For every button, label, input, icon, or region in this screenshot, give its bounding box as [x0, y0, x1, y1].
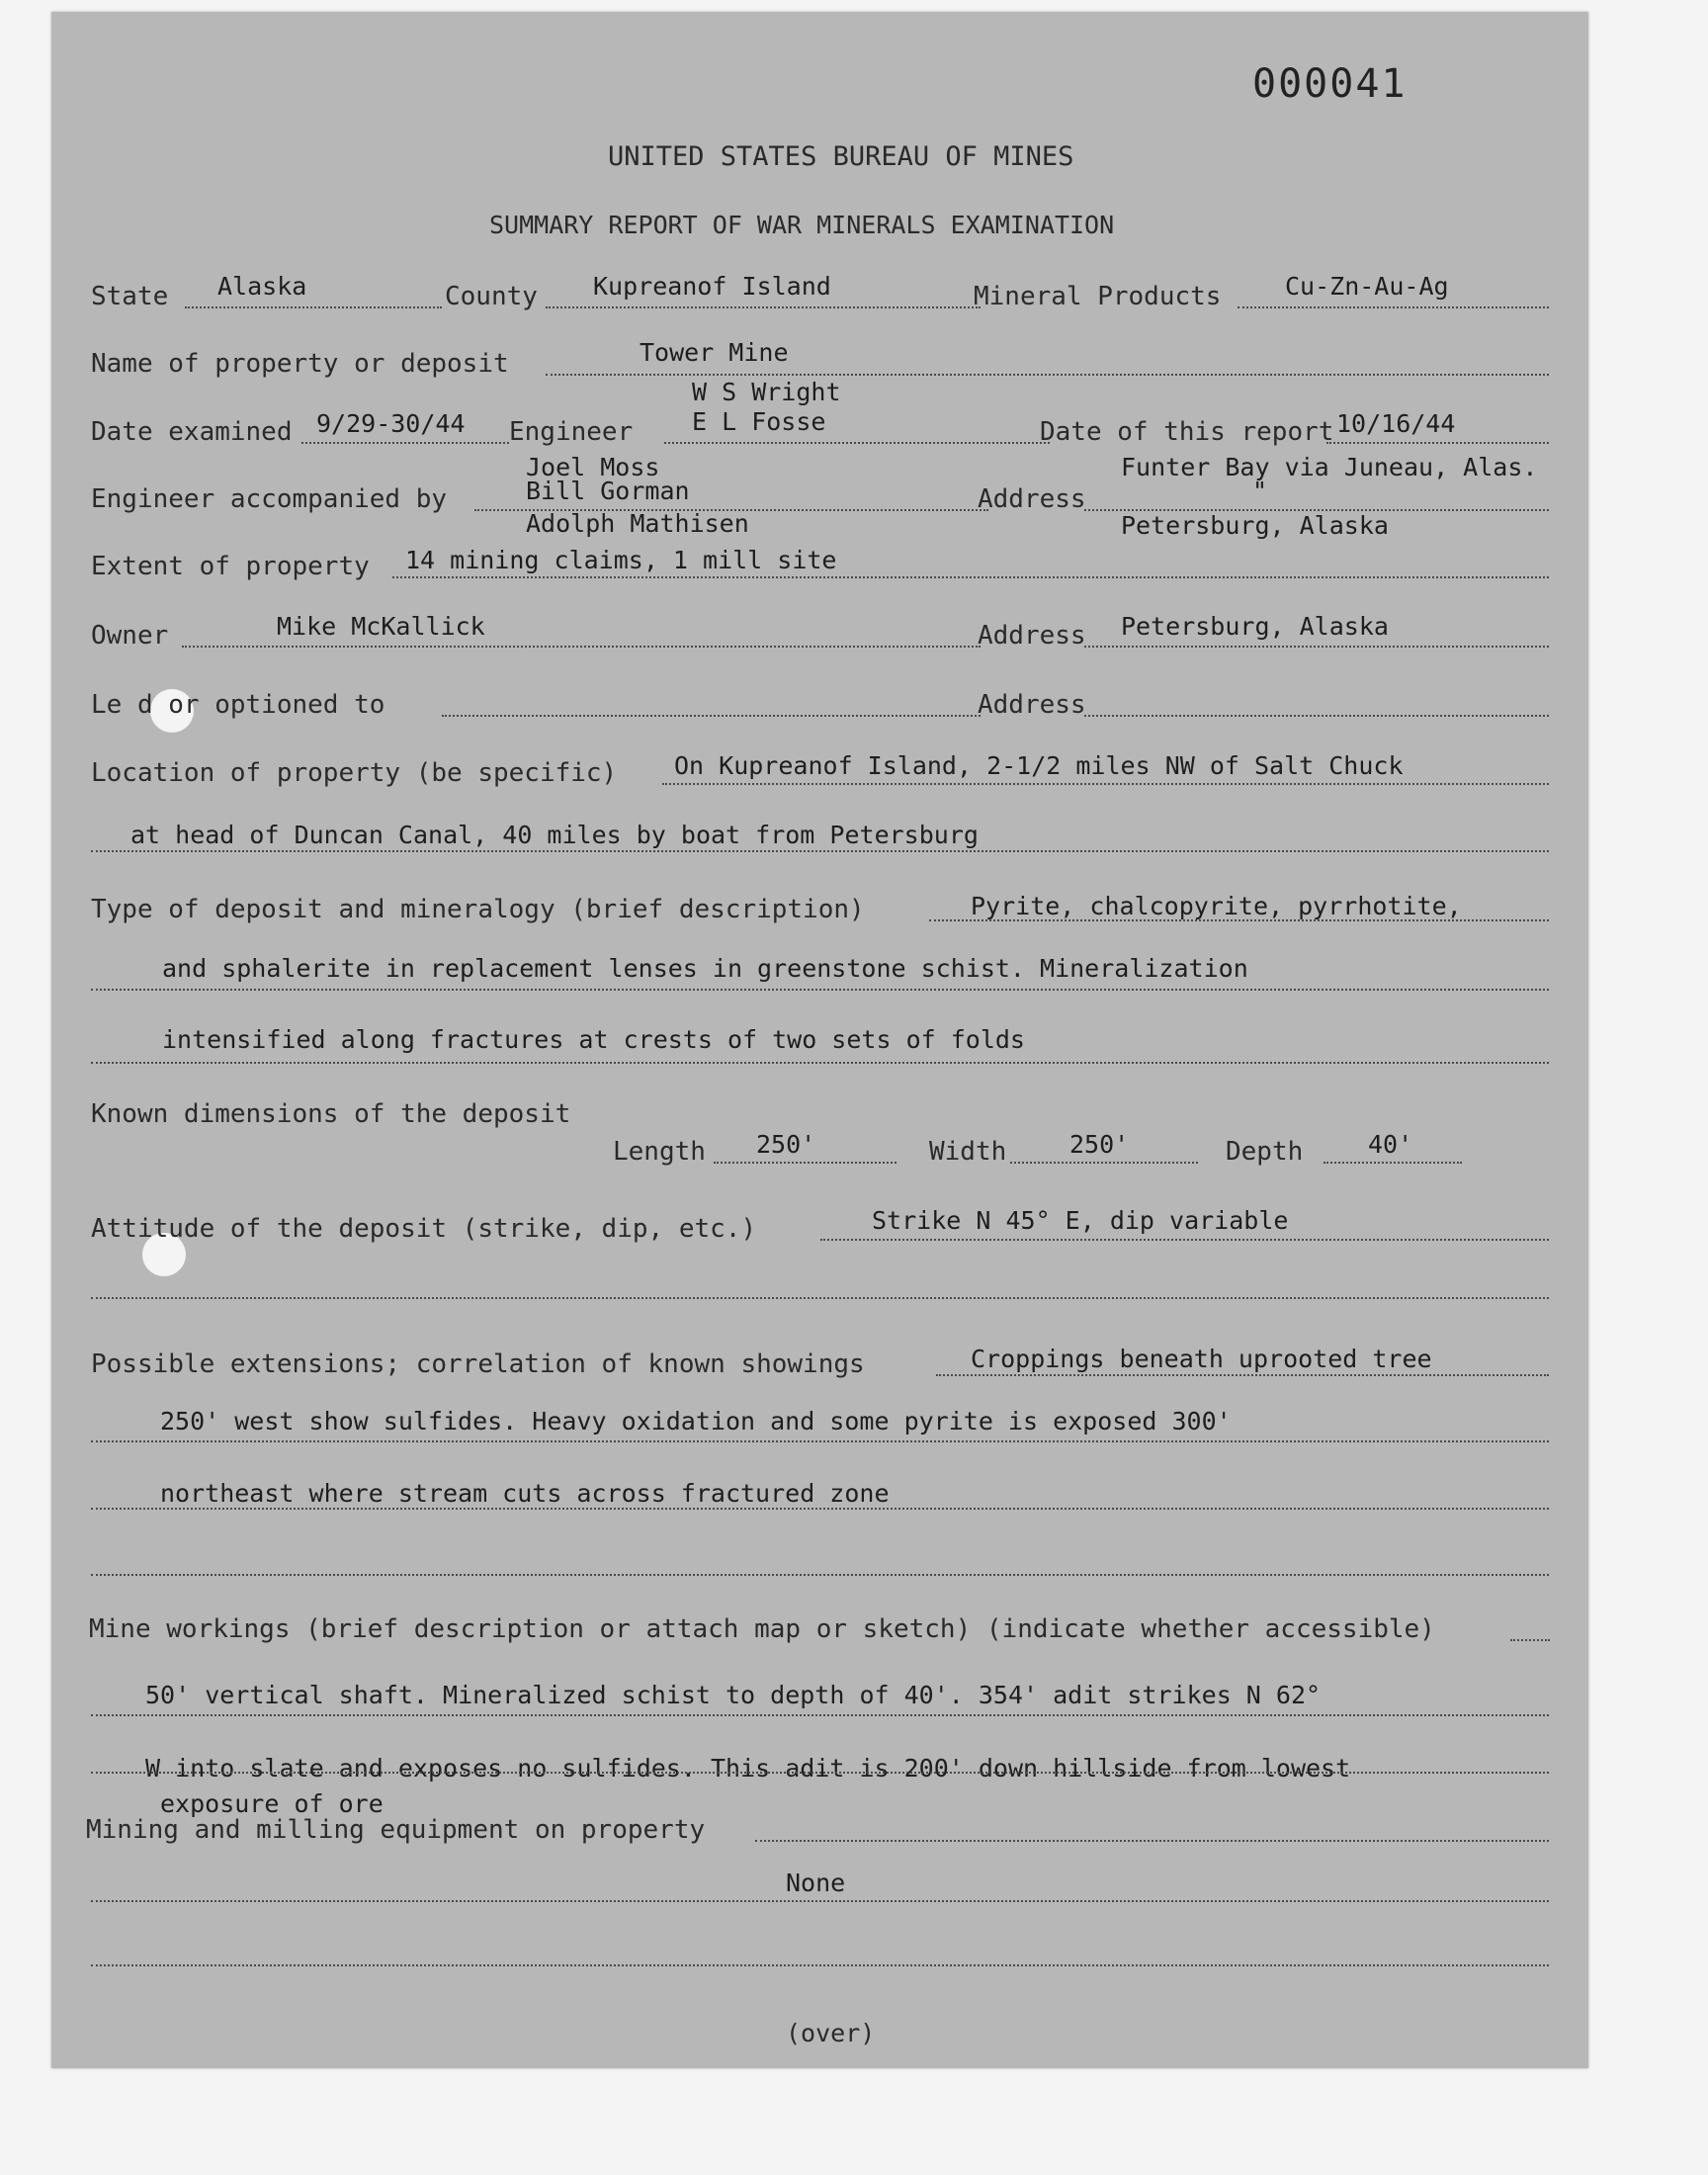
report-sheet	[51, 12, 1588, 2068]
attitude-field	[91, 1297, 1549, 1299]
county-value: Kupreanof Island	[593, 272, 831, 301]
depth-field	[1324, 1162, 1462, 1164]
width-field	[1010, 1162, 1198, 1164]
location-line: at head of Duncan Canal, 40 miles by boat from Petersburg	[130, 821, 979, 849]
location-line: On Kupreanof Island, 2-1/2 miles NW of Salt Chuck	[674, 751, 1404, 780]
deposit-type-field	[91, 1062, 1549, 1064]
equipment-field	[91, 1964, 1549, 1966]
length-value: 250'	[756, 1130, 816, 1159]
accompanying-person: Bill Gorman	[526, 477, 690, 505]
workings-label: Mine workings (brief description or attach map or sketch) (indicate whether accessible)	[89, 1614, 1435, 1644]
state-value: Alaska	[217, 272, 307, 301]
date-of-report-label: Date of this report	[1040, 417, 1334, 447]
location-field	[91, 850, 1549, 852]
property-name-field	[546, 374, 1549, 376]
engineer-field	[664, 442, 1050, 444]
owner-value: Mike McKallick	[277, 612, 485, 641]
date-of-report-value: 10/16/44	[1336, 409, 1456, 438]
engineer-name: E L Fosse	[692, 407, 826, 436]
date-of-report-field	[1326, 442, 1549, 444]
leased-address-label: Address	[978, 690, 1086, 720]
date-examined-field	[301, 442, 509, 444]
date-examined-value: 9/29-30/44	[316, 409, 466, 438]
form-title: SUMMARY REPORT OF WAR MINERALS EXAMINATION	[489, 211, 1115, 239]
workings-line: W into slate and exposes no sulfides. This adit is 200' down hillside from lowest	[145, 1754, 1351, 1783]
width-value: 250'	[1069, 1130, 1130, 1159]
length-label: Length	[613, 1137, 706, 1167]
equipment-label: Mining and milling equipment on property	[86, 1815, 706, 1845]
attitude-field	[820, 1239, 1549, 1241]
leased-label: Le d or optioned to	[91, 690, 385, 720]
deposit-line: and sphalerite in replacement lenses in greenstone schist. Mineralization	[162, 954, 1248, 983]
agency-title: UNITED STATES BUREAU OF MINES	[608, 141, 1074, 172]
equipment-field	[91, 1900, 1549, 1902]
property-name-value: Tower Mine	[640, 338, 789, 367]
extent-field	[392, 576, 1549, 578]
attitude-value: Strike N 45° E, dip variable	[872, 1206, 1289, 1235]
extension-line: 250' west show sulfides. Heavy oxidation and some pyrite is exposed 300'	[160, 1407, 1232, 1436]
county-label: County	[445, 282, 538, 311]
state-label: State	[91, 282, 169, 311]
extensions-field	[91, 1440, 1549, 1442]
equipment-value: None	[786, 1869, 846, 1897]
accompanying-person: Joel Moss	[526, 453, 660, 481]
location-field	[662, 783, 1549, 785]
accompanying-person: Adolph Mathisen	[526, 509, 749, 538]
accompanying-address: "	[1252, 477, 1268, 505]
workings-field	[1510, 1639, 1550, 1641]
leased-address-field	[1084, 715, 1549, 717]
workings-field	[91, 1714, 1549, 1716]
workings-line: 50' vertical shaft. Mineralized schist to depth of 40'. 354' adit strikes N 62°	[145, 1681, 1322, 1709]
engineer-name: W S Wright	[692, 378, 841, 406]
county-field	[546, 306, 981, 308]
extent-label: Extent of property	[91, 552, 370, 581]
deposit-type-label: Type of deposit and mineralogy (brief description)	[91, 895, 865, 924]
extension-line: northeast where stream cuts across fractured zone	[160, 1479, 890, 1508]
mineral-products-field	[1238, 306, 1549, 308]
location-label: Location of property (be specific)	[91, 758, 618, 788]
extensions-field	[936, 1374, 1549, 1376]
depth-value: 40'	[1368, 1130, 1413, 1159]
accompanying-address: Funter Bay via Juneau, Alas.	[1121, 453, 1538, 481]
mineral-products-label: Mineral Products	[974, 282, 1222, 311]
over-note: (over)	[786, 2019, 876, 2047]
equipment-field	[755, 1840, 1549, 1842]
deposit-line: Pyrite, chalcopyrite, pyrrhotite,	[971, 892, 1462, 920]
document-number: 000041	[1252, 61, 1408, 107]
accompanied-by-label: Engineer accompanied by	[91, 484, 448, 514]
owner-address-field	[1084, 646, 1549, 648]
length-field	[714, 1162, 897, 1164]
leased-field	[442, 715, 981, 717]
accompanying-address: Petersburg, Alaska	[1121, 511, 1389, 540]
owner-address-value: Petersburg, Alaska	[1121, 612, 1389, 641]
extensions-label: Possible extensions; correlation of known showings	[91, 1349, 865, 1379]
mineral-products-value: Cu-Zn-Au-Ag	[1285, 272, 1449, 301]
accompanied-address-label: Address	[978, 484, 1086, 514]
owner-field	[182, 646, 981, 648]
workings-field	[91, 1772, 1549, 1774]
date-examined-label: Date examined	[91, 417, 293, 447]
extensions-field	[91, 1574, 1549, 1576]
property-name-label: Name of property or deposit	[91, 349, 509, 379]
depth-label: Depth	[1226, 1137, 1304, 1167]
extent-value: 14 mining claims, 1 mill site	[405, 546, 837, 574]
attitude-label: Attitude of the deposit (strike, dip, etc.)	[91, 1214, 757, 1244]
state-field	[185, 306, 442, 308]
engineer-label: Engineer	[509, 417, 634, 447]
extensions-field	[91, 1508, 1549, 1510]
owner-label: Owner	[91, 621, 169, 651]
accompanied-by-field	[474, 509, 988, 511]
deposit-type-field	[91, 989, 1549, 991]
extension-line: Croppings beneath uprooted tree	[971, 1345, 1432, 1373]
workings-line: exposure of ore	[160, 1789, 384, 1818]
owner-address-label: Address	[978, 621, 1086, 651]
deposit-line: intensified along fractures at crests of two sets of folds	[162, 1025, 1025, 1054]
width-label: Width	[929, 1137, 1007, 1167]
dimensions-label: Known dimensions of the deposit	[91, 1099, 571, 1129]
